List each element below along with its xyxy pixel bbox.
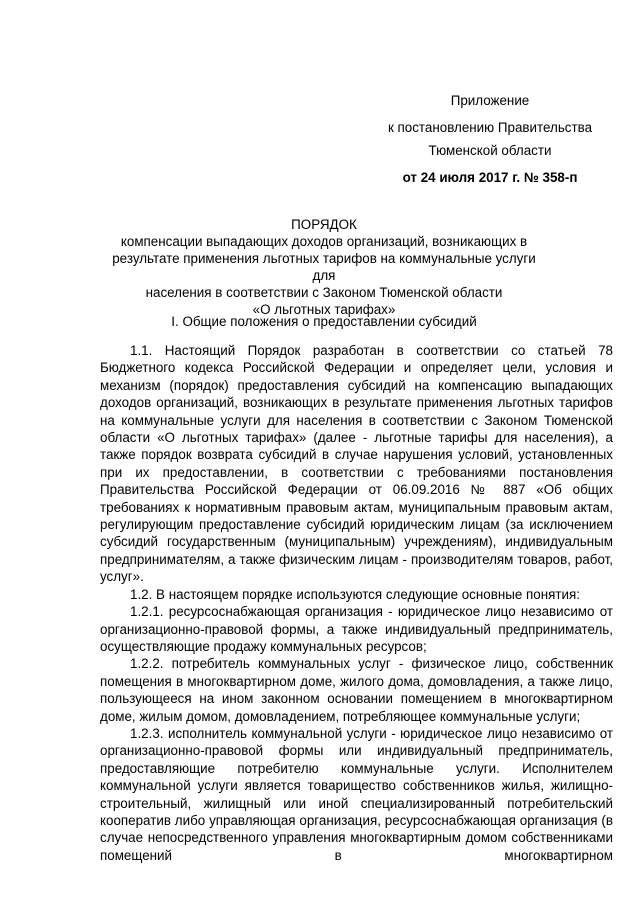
appendix-date-number: от 24 июля 2017 г. № 358-п: [402, 170, 578, 185]
appendix-resolution: к постановлению Правительства: [387, 120, 593, 135]
appendix-region: Тюменской области: [428, 143, 552, 158]
title-line-2: результате применения льготных тарифов на коммунальные услуги для: [112, 251, 536, 283]
title-heading: ПОРЯДОК: [291, 217, 357, 232]
document-title: [100, 216, 548, 318]
appendix-header: [370, 92, 610, 186]
title-line-4: «О льготных тарифах»: [252, 302, 396, 317]
appendix-label: Приложение: [450, 93, 530, 108]
paragraph-1-2-3: 1.2.3. исполнитель коммунальной услуги - юридическое лицо независимо от организационно-правовой формы или индивидуальный предприниматель, предоставляющие потребителю коммунальные услуги. Исполнителем коммунальной услуги является товарищество собственников жилья, жилищно-строительный, жилищный или иной специализированный потребительский кооператив либо управляющая организация, ресурсоснабжающая организация (в случае непосредственного управления многоквартирным домом собственниками помещений в многоквартирном: [100, 725, 613, 863]
paragraph-1-2: 1.2. В настоящем порядке используются следующие основные понятия:: [130, 586, 580, 602]
title-line-1: компенсации выпадающих доходов организаций, возникающих в: [120, 234, 528, 249]
section-heading: I. Общие положения о предоставлении субсидий: [171, 314, 477, 329]
document-body: [100, 342, 613, 864]
paragraph-1-1: 1.1. Настоящий Порядок разработан в соответствии со статьей 78 Бюджетного кодекса Российской Федерации и определяет цели, условия и механизм (порядок) предоставления субсидий на компенсацию выпадающих доходов организаций, возникающих в результате применения льготных тарифов на коммунальные услуги для населения в соответствии с Законом Тюменской области «О льготных тарифах» (далее - льготные тарифы для населения), а также порядок возврата субсидий в случае нарушения условий, установленных при их предоставлении, в соответствии с требованиями постановления Правительства Российской Федерации от 06.09.2016 № 887 «Об общих требованиях к нормативным правовым актам, муниципальным правовым актам, регулирующим предоставление субсидий юридическим лицам (за исключением субсидий государственным (муниципальным) учреждениям), индивидуальным предпринимателям, а также физическим лицам - производителям товаров, работ, услуг».: [100, 343, 613, 585]
title-line-3: населения в соответствии с Законом Тюменской области: [145, 285, 503, 300]
paragraph-1-2-2: 1.2.2. потребитель коммунальных услуг - физическое лицо, собственник помещения в многоквартирном доме, жилого дома, домовладения, а также лицо, пользующееся на ином законном основании помещением в многоквартирном доме, жилым домом, домовладением, потребляющее коммунальные услуги;: [100, 656, 613, 724]
paragraph-1-2-1: 1.2.1. ресурсоснабжающая организация - юридическое лицо независимо от организационно-правовой формы, а также индивидуальный предприниматель, осуществляющие продажу коммунальных ресурсов;: [100, 604, 613, 654]
